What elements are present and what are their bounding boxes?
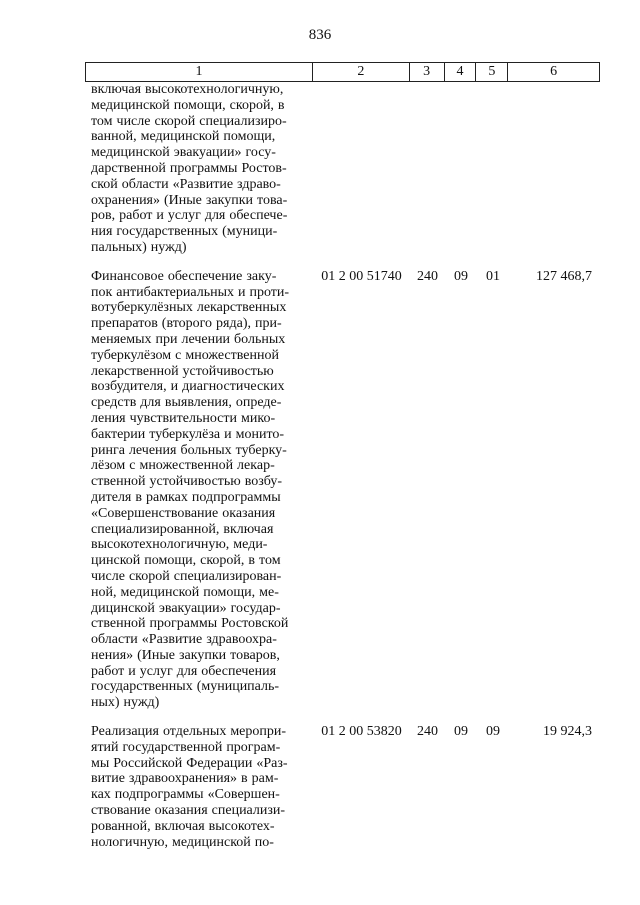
description-line: охранения» (Иные закупки това- [91,192,288,208]
description-line: лёзом с множественной лекар- [91,458,275,474]
description-line: том числе скорой специализиро- [91,113,287,129]
row-target-code: 01 2 00 51740 [321,268,402,284]
description-line: ванной, медицинской помощи, [91,129,276,145]
description-line: возбудителя, и диагностических [91,379,285,395]
description-line: препаратов (второго ряда), при- [91,316,282,332]
description-line: ния государственных (муници- [91,224,278,240]
description-line: средств для выявления, опреде- [91,395,282,411]
description-line: дарственной программы Ростов- [91,160,287,176]
description-line: государственных (муниципаль- [91,679,280,695]
description-line: дицинской эвакуации» государ- [91,600,281,616]
description-line: витие здравоохранения» в рам- [91,771,279,787]
description-line: числе скорой специализирован- [91,568,282,584]
description-line: ных) нужд) [91,695,160,711]
row-section: 09 [454,268,468,284]
table-row [85,269,600,711]
row-amount: 19 924,3 [543,724,592,740]
description-line: ятий государственной програм- [91,739,281,755]
description-line: ственной устойчивостью возбу- [91,474,283,490]
description-line: области «Развитие здравоохра- [91,632,277,648]
header-col-3: 3 [410,63,445,81]
row-subsection: 01 [486,268,500,284]
row-section: 09 [454,724,468,740]
description-line: «Совершенствование оказания [91,505,276,521]
description-line: Финансовое обеспечение заку- [91,268,277,284]
description-line: ственной программы Ростовской [91,616,289,632]
description-line: медицинской эвакуации» госу- [91,145,276,161]
description-line: ринга лечения больных туберку- [91,442,287,458]
description-line: пальных) нужд) [91,239,187,255]
row-description [85,82,313,256]
description-line: меняемых при лечении больных [91,331,286,347]
description-line: дителя в рамках подпрограммы [91,489,281,505]
description-line: пок антибактериальных и проти- [91,284,290,300]
row-amount: 127 468,7 [536,268,592,284]
row-subsection: 09 [486,724,500,740]
description-line: нологичную, медицинской по- [91,834,274,850]
row-description [85,269,313,711]
header-col-4: 4 [445,63,477,81]
description-line: мы Российской Федерации «Раз- [91,755,288,771]
description-line: туберкулёзом с множественной [91,347,279,363]
table-header [85,62,600,82]
description-line: ной, медицинской помощи, ме- [91,584,279,600]
header-col-2: 2 [313,63,410,81]
table-body [85,82,600,850]
row-expense-type: 240 [417,268,438,284]
description-line: ской области «Развитие здраво- [91,176,281,192]
row-target-code: 01 2 00 53820 [321,724,402,740]
description-line: Реализация отдельных меропри- [91,724,287,740]
row-expense-type: 240 [417,724,438,740]
description-line: работ и услуг для обеспечения [91,663,277,679]
page-number: 836 [308,27,332,43]
header-col-5: 5 [476,63,508,81]
description-line: нения» (Иные закупки товаров, [91,647,280,663]
description-line: цинской помощи, скорой, в том [91,553,281,569]
table-row [85,724,600,850]
description-line: ках подпрограммы «Совершен- [91,787,280,803]
table-row [85,82,600,256]
description-line: рованной, включая высокотех- [91,818,275,834]
description-line: бактерии туберкулёза и монито- [91,426,285,442]
description-line: вотуберкулёзных лекарственных [91,300,287,316]
header-col-1: 1 [86,63,313,81]
description-line: специализированной, включая [91,521,274,537]
header-col-6: 6 [550,64,558,79]
description-line: включая высокотехнологичную, [91,82,284,97]
description-line: ления чувствительности мико- [91,410,276,426]
description-line: медицинской помощи, скорой, в [91,97,285,113]
description-line: ствование оказания специализи- [91,803,286,819]
row-description [85,724,313,850]
description-line: высокотехнологичную, меди- [91,537,268,553]
description-line: лекарственной устойчивостью [91,363,274,379]
description-line: ров, работ и услуг для обеспече- [91,208,288,224]
